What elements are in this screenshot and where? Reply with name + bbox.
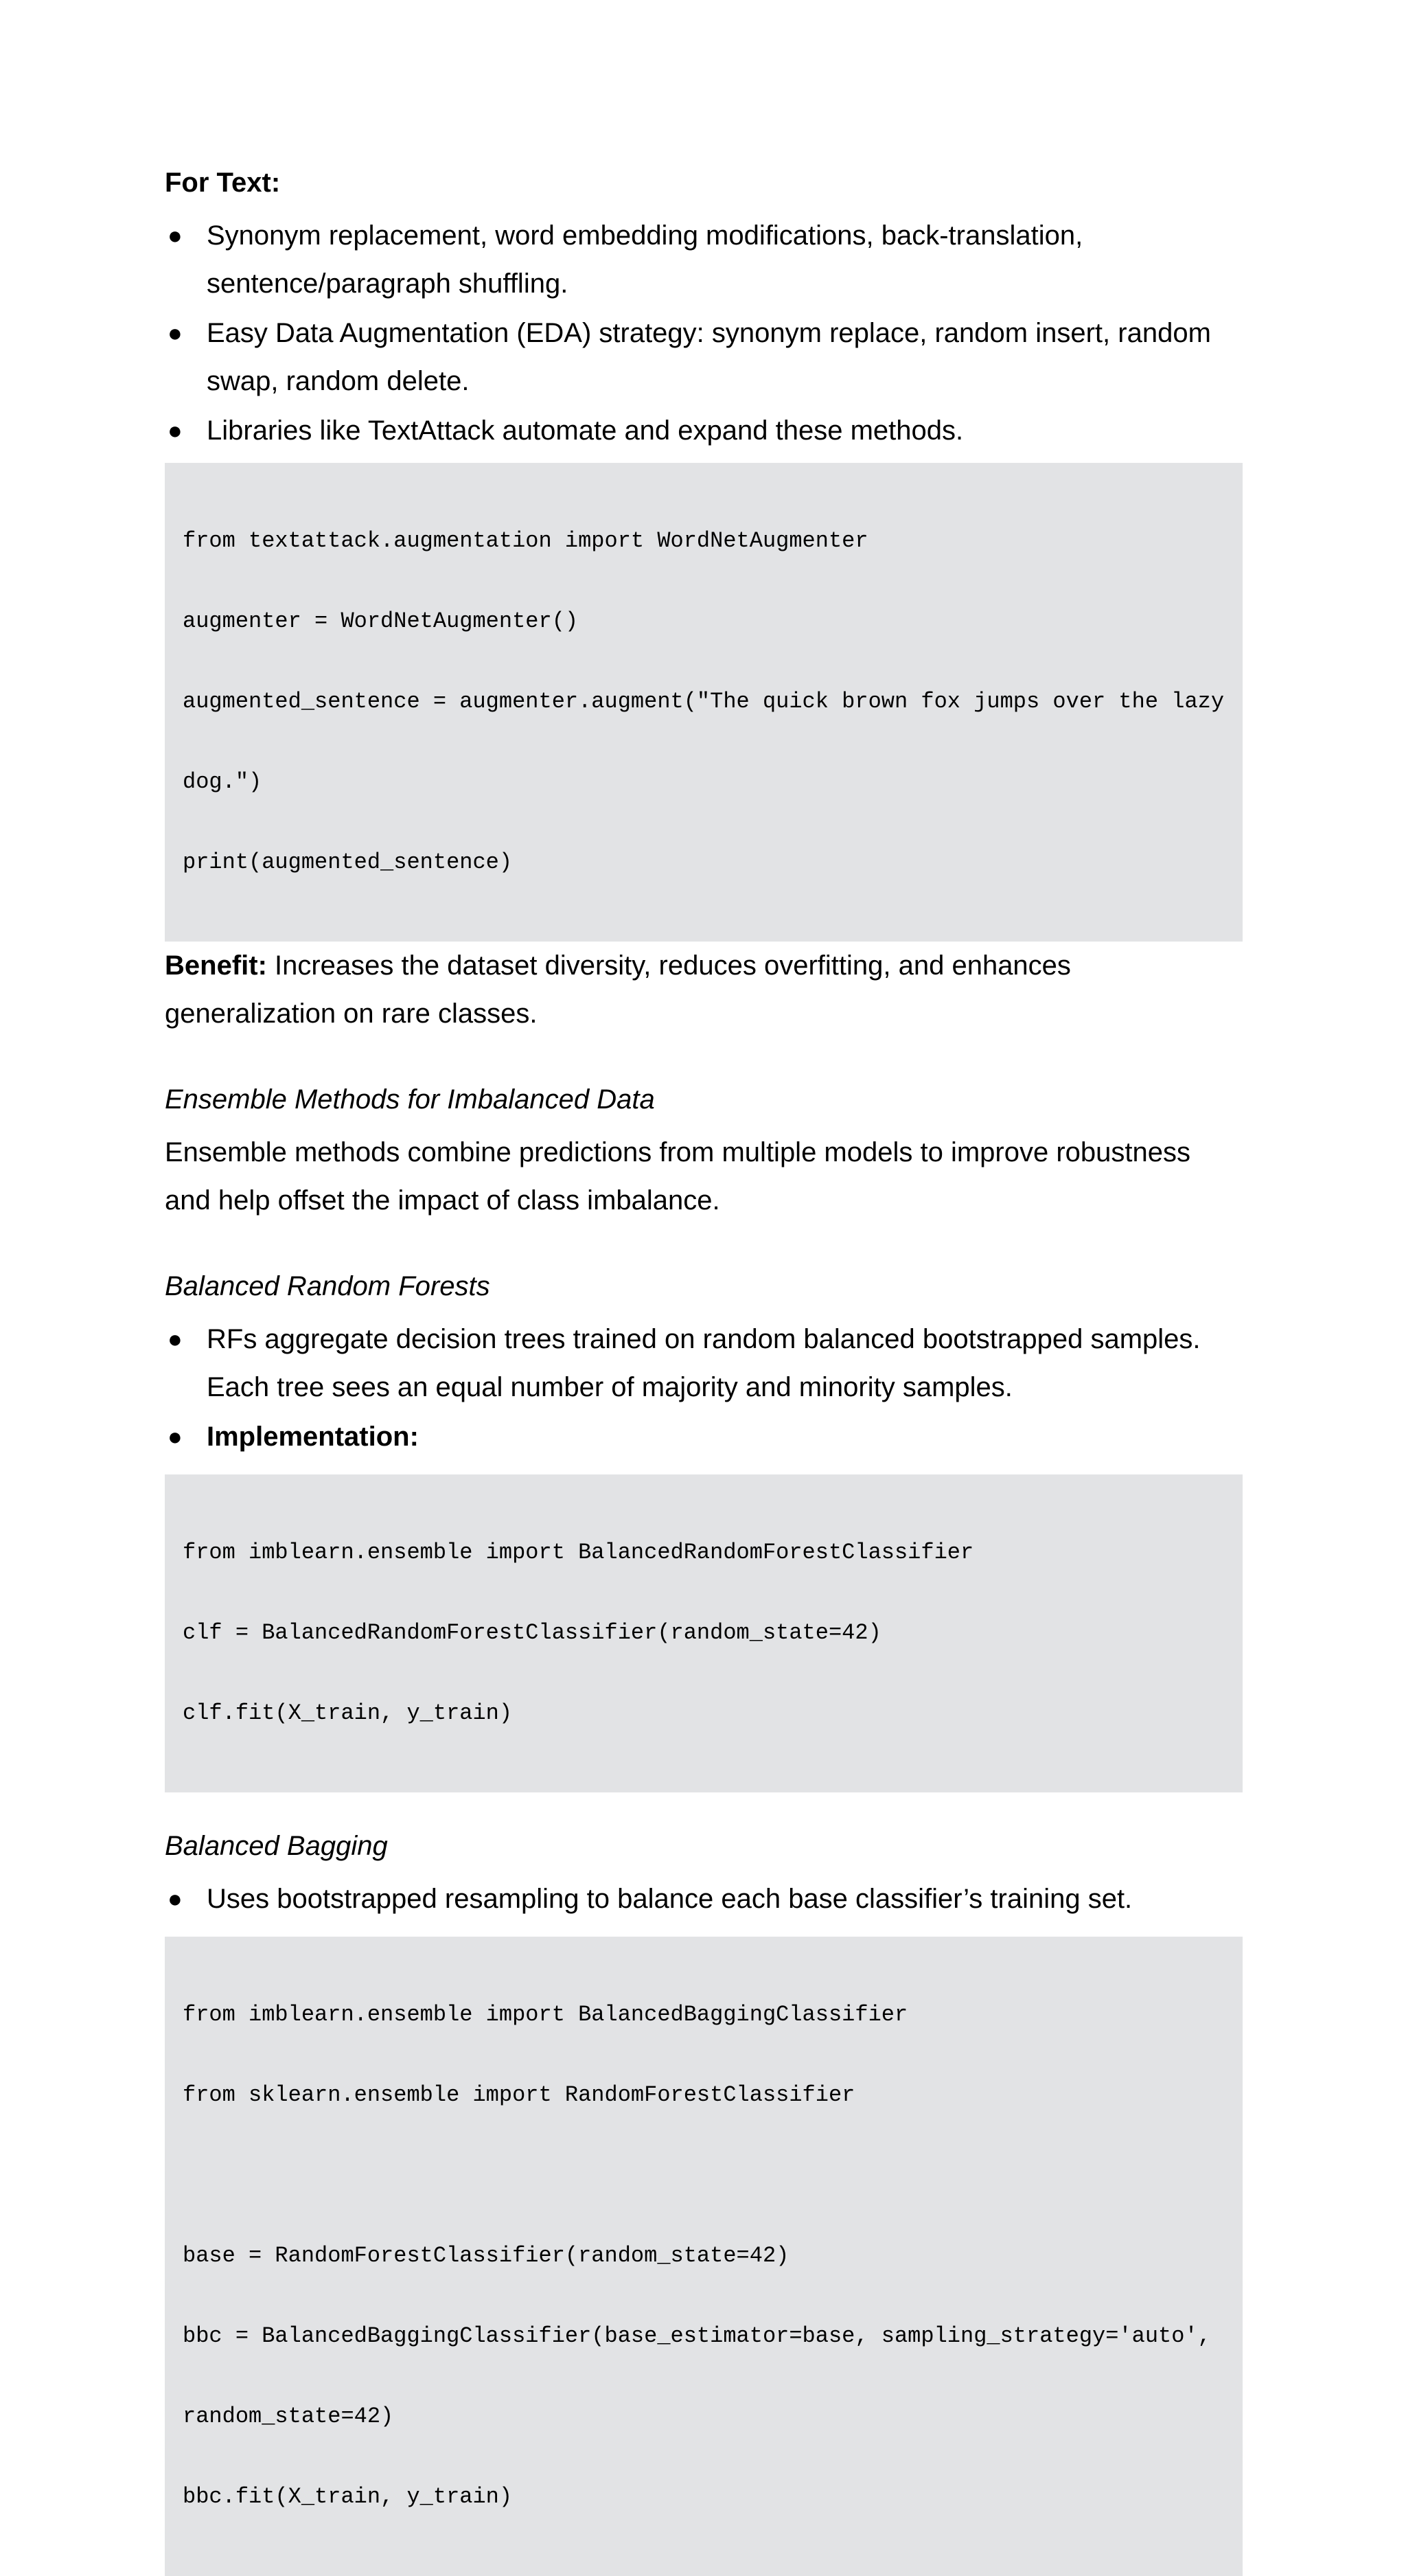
code-line (183, 2162, 1225, 2189)
balanced-random-forests-heading: Balanced Random Forests (165, 1271, 490, 1301)
bullet-icon: ● (168, 1422, 183, 1450)
code-block-textattack (165, 463, 1243, 942)
balanced-bagging-heading: Balanced Bagging (165, 1831, 388, 1861)
bullet-icon: ● (168, 1325, 183, 1353)
code-line: clf.fit(X_train, y_train) (183, 1700, 513, 1726)
bagging-list (165, 1875, 1243, 1923)
code-block-bagging (165, 1937, 1243, 2576)
ensemble-methods-heading: Ensemble Methods for Imbalanced Data (165, 1084, 655, 1115)
bullet-icon: ● (168, 319, 183, 347)
list-item-text: Libraries like TextAttack automate and expand these methods. (207, 415, 964, 446)
code-line: bbc = BalancedBaggingClassifier(base_estimator=base, sampling_strategy='auto', (183, 2323, 1211, 2349)
benefit-paragraph (165, 942, 1243, 1038)
list-item (165, 407, 1243, 455)
bullet-icon: ● (168, 1884, 183, 1913)
list-item-text: Uses bootstrapped resampling to balance each base classifier’s training set. (207, 1884, 1133, 1914)
benefit-label: Benefit: (165, 950, 267, 981)
list-item (165, 212, 1243, 308)
list-item (165, 309, 1243, 405)
code-line: bbc.fit(X_train, y_train) (183, 2484, 513, 2509)
list-item (165, 1875, 1243, 1923)
implementation-label: Implementation: (207, 1422, 419, 1452)
bullet-icon: ● (168, 221, 183, 249)
code-line: from imblearn.ensemble import BalancedRandomForestClassifier (183, 1540, 974, 1565)
benefit-text: Increases the dataset diversity, reduces overfitting, and enhances generalization on rare classes. (165, 950, 1071, 1029)
code-line: base = RandomForestClassifier(random_state=42) (183, 2243, 790, 2268)
ensemble-methods-paragraph: Ensemble methods combine predictions from multiple models to improve robustness and help offset the impact of class imbalance. (165, 1137, 1191, 1216)
code-line: augmenter = WordNetAugmenter() (183, 608, 579, 634)
text-augmentation-list (165, 212, 1243, 455)
code-line: from sklearn.ensemble import RandomForestClassifier (183, 2082, 855, 2108)
brf-list (165, 1315, 1243, 1461)
list-item-text: Synonym replacement, word embedding modifications, back-translation, sentence/paragraph shuffling. (207, 220, 1083, 299)
code-line: dog.") (183, 769, 262, 795)
code-line: augmented_sentence = augmenter.augment("The quick brown fox jumps over the lazy (183, 689, 1225, 714)
list-item-text: Easy Data Augmentation (EDA) strategy: synonym replace, random insert, random swap, random delete. (207, 318, 1211, 396)
list-item (165, 1413, 1243, 1461)
code-line: random_state=42) (183, 2404, 394, 2429)
document-page (165, 159, 1243, 2576)
code-block-brf (165, 1474, 1243, 1792)
code-line: print(augmented_sentence) (183, 850, 513, 875)
for-text-heading: For Text: (165, 168, 281, 198)
bullet-icon: ● (168, 416, 183, 444)
code-line: clf = BalancedRandomForestClassifier(random_state=42) (183, 1620, 881, 1645)
list-item-text: RFs aggregate decision trees trained on random balanced bootstrapped samples. Each tree sees an equal number of majority and minority samples. (207, 1324, 1201, 1402)
code-line: from textattack.augmentation import WordNetAugmenter (183, 528, 868, 554)
list-item (165, 1315, 1243, 1411)
code-line: from imblearn.ensemble import BalancedBaggingClassifier (183, 2002, 908, 2027)
